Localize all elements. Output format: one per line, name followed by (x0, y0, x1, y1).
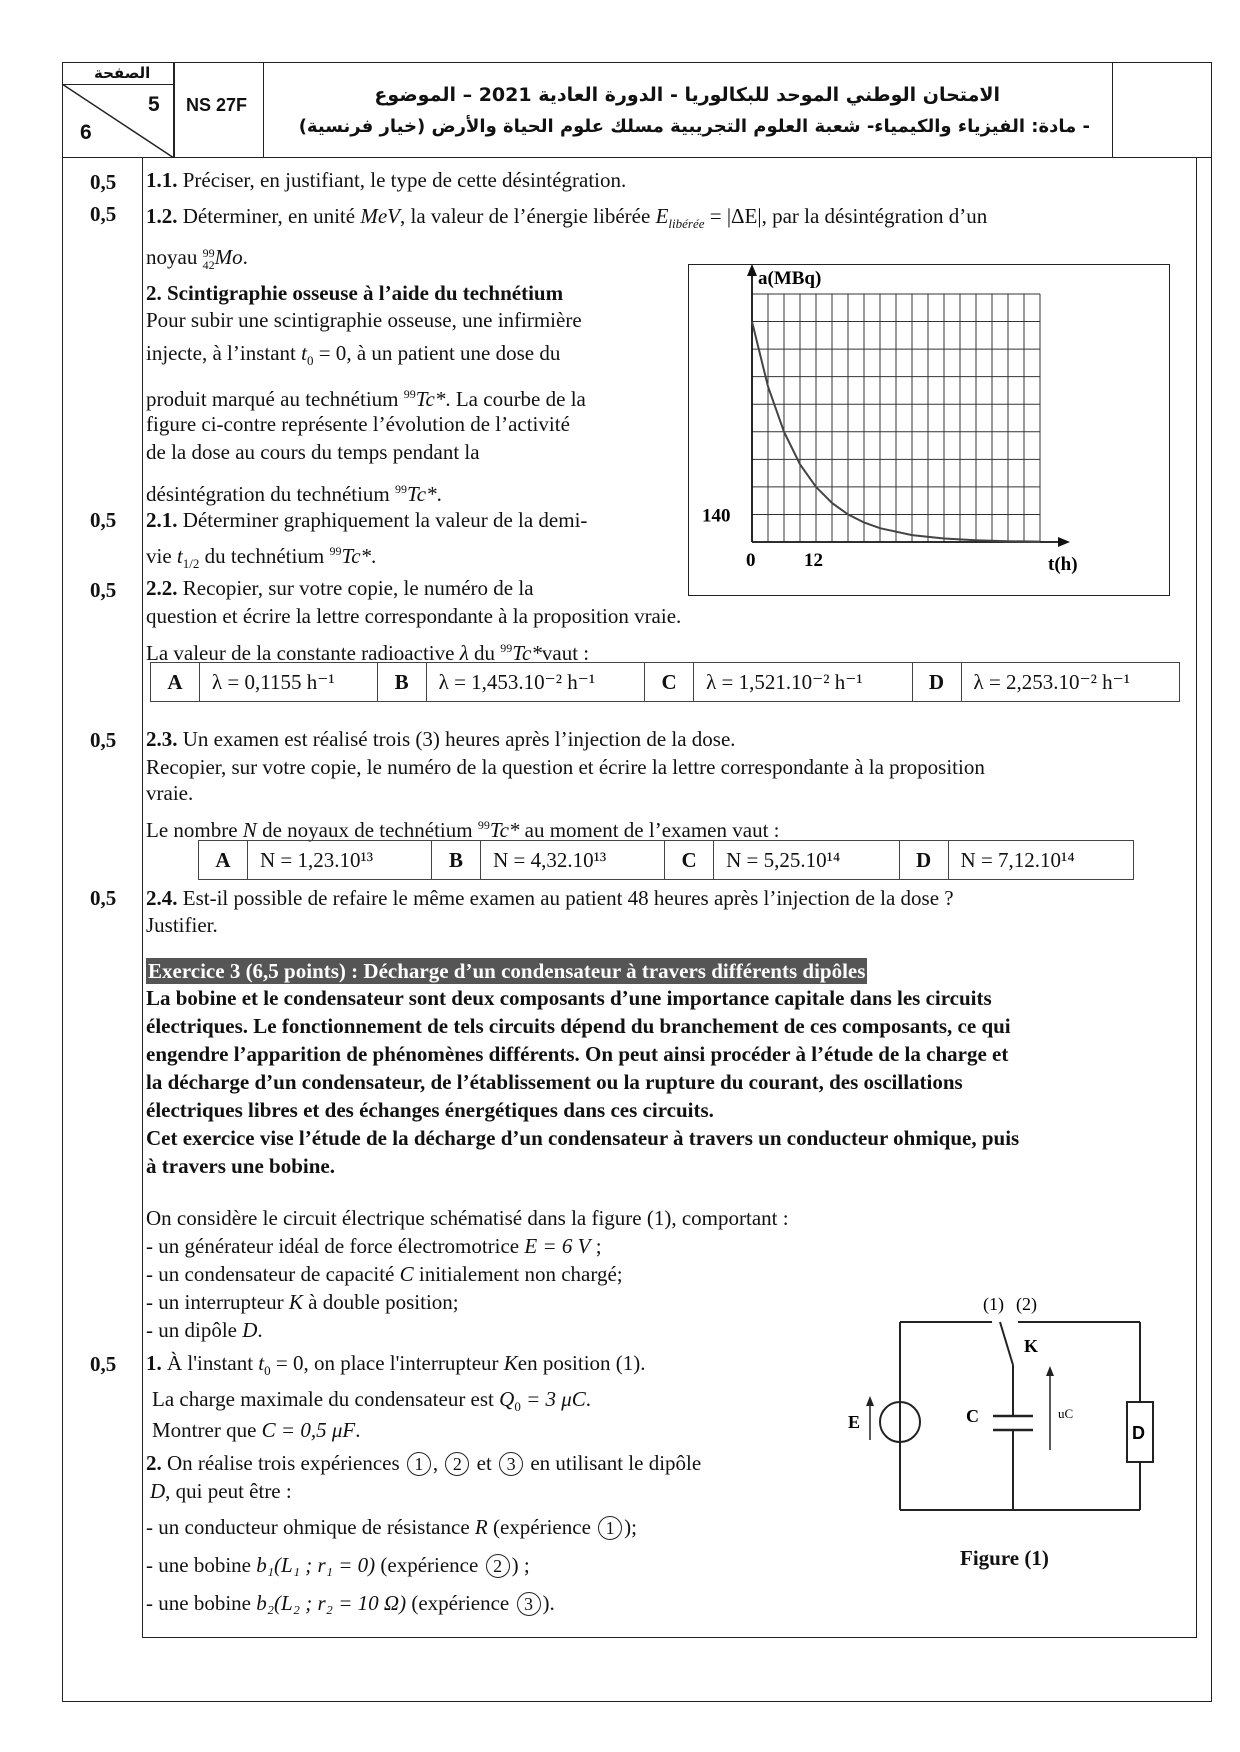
x-axis-arrow (1058, 537, 1070, 547)
ex3-c4-K: K (288, 1290, 303, 1314)
uc-arrowhead (1046, 1366, 1054, 1376)
q2-3-option-c-letter: C (665, 841, 714, 880)
ex3-intro-4: la décharge d’un condensateur, de l’établissement ou la rupture du courant, des oscillations (146, 1070, 963, 1094)
part2-p2-t: t (301, 341, 307, 365)
score-1-1: 0,5 (90, 170, 117, 194)
dipole-option-3-a: - une bobine (146, 1591, 251, 1615)
ex3-intro-3: engendre l’apparition de phénomènes différents. On peut ainsi procéder à l’étude de la charge et (146, 1042, 1009, 1066)
q1-2-text-a: Déterminer, en unité (182, 204, 356, 228)
ex3-q2-line1: 2. On réalise trois expériences 1 , 2 et 3 en utilisant le dipôle (146, 1451, 702, 1475)
x-tick-label: 12 (804, 550, 823, 571)
q2-4-line1 (146, 885, 954, 911)
capacitor-C-label: C (966, 1406, 979, 1426)
ex3-q1-eq: = 0 (270, 1351, 304, 1375)
tc-symbol-2: Tc* (407, 482, 437, 506)
q2-3-option-d-value: N = 7,12.10¹⁴ (948, 841, 1133, 880)
q2-3-option-a-letter: A (199, 841, 248, 880)
q2-2-option-b-value: λ = 1,453.10⁻² h⁻¹ (426, 663, 644, 702)
page-number: 5 (148, 93, 160, 116)
part2-p6-a: désintégration du technétium (146, 482, 390, 506)
q2-1-line2 (146, 538, 376, 577)
ex3-c3-a: - un condensateur de capacité (146, 1262, 395, 1286)
experience-1-badge: 1 (407, 1452, 431, 1476)
page-total: 6 (80, 121, 92, 144)
figure-1-caption: Figure (1) (960, 1546, 1049, 1570)
dipole-option-3-d: ). (542, 1591, 555, 1615)
ex3-c3-C: C (399, 1262, 414, 1286)
q2-2-number: 2.2. (146, 576, 178, 600)
part2-p1: Pour subir une scintigraphie osseuse, une infirmière (146, 308, 582, 332)
ex3-c4-c: à double position; (308, 1290, 459, 1314)
q2-3-option-a-value: N = 1,23.10¹³ (248, 841, 432, 880)
ex3-q1-Q-sub: 0 (514, 1399, 521, 1415)
score-2-2: 0,5 (90, 578, 117, 602)
q2-3-line2: Recopier, sur votre copie, le numéro de la question et écrire la lettre correspondante à la proposition (146, 755, 985, 779)
ex3-q1-d: La charge maximale du condensateur est (152, 1387, 494, 1411)
part2-p5: de la dose au cours du temps pendant la (146, 440, 480, 464)
q2-4-line2: Justifier. (146, 913, 218, 937)
ex3-c3 (146, 1261, 623, 1287)
q2-3-text-d: Le nombre (146, 818, 238, 842)
part2-p2-sub: 0 (306, 353, 314, 369)
switch-pos-1-label: (1) (983, 1294, 1004, 1314)
part2-p3-a: produit marqué au technétium (146, 387, 399, 411)
ex3-q1-b: , on place l'interrupteur (303, 1351, 499, 1375)
tc-mass-number-2: 99 (395, 482, 408, 496)
q1-2-energy-sub: libérée (668, 216, 705, 232)
q2-3-option-c-value: N = 5,25.10¹⁴ (714, 841, 899, 880)
dipole-option-2-c: (expérience (380, 1553, 479, 1577)
ex3-c4-a: - un interrupteur (146, 1290, 284, 1314)
q2-2-option-b-letter: B (377, 663, 426, 702)
q2-3-number: 2.3. (146, 727, 178, 751)
q2-2-line2: question et écrire la lettre correspondante à la proposition vraie. (146, 604, 682, 628)
exam-code: NS 27F (186, 95, 248, 115)
q2-2-text-a: Recopier, sur votre copie, le numéro de la (182, 576, 534, 600)
ex3-q1-a: À l'instant (167, 1351, 254, 1375)
part2-p6-b: . (436, 482, 442, 506)
experience-3-badge-2: 3 (517, 1592, 541, 1616)
q2-3-options-table (198, 840, 1134, 880)
ex3-c5-D: D (242, 1318, 258, 1342)
ex3-c5 (146, 1317, 263, 1343)
score-column-divider (142, 158, 143, 1638)
tc-mass-number-3: 99 (329, 544, 342, 558)
ex3-q1-e: . (585, 1387, 592, 1411)
x-tick-label: 0 (746, 550, 756, 571)
score-2-4: 0,5 (90, 886, 117, 910)
ex3-q1-f: Montrer que (152, 1418, 257, 1442)
header-title-line1: الامتحان الوطني الموحد للبكالوريا - الدورة العادية 2021 – الموضوع (374, 84, 1000, 106)
y-axis-label: a(MBq) (758, 268, 822, 289)
ex3-q2-number: 2. (146, 1451, 162, 1475)
ex3-q2-c: , qui peut être : (165, 1479, 292, 1503)
ex3-q1-line3 (152, 1417, 360, 1443)
ex3-q1-Q: Q (499, 1387, 515, 1411)
switch-K-label: K (1024, 1336, 1039, 1356)
tc-mass-number-4: 99 (500, 641, 513, 655)
switch-pos-2-label: (2) (1016, 1294, 1037, 1314)
dipole-option-2-coil: b₁(L₁ ; r₁ = 0) (256, 1553, 376, 1577)
part2-p4: figure ci-contre représente l’évolution de l’activité (146, 412, 570, 436)
generator-E-label: E (848, 1412, 861, 1432)
part2-p2-eq: = 0 (313, 341, 347, 365)
ex3-q1-c: en position (1). (517, 1351, 646, 1375)
experience-2-badge-2: 2 (486, 1554, 510, 1578)
score-2-1: 0,5 (90, 508, 117, 532)
q2-1-text-d: . (371, 544, 377, 568)
ex3-c3-c: initialement non chargé; (418, 1262, 623, 1286)
q1-2-unit: MeV (360, 204, 400, 228)
part2-p2-b: , à un patient une dose du (346, 341, 561, 365)
dipole-option-2 (146, 1552, 530, 1578)
q2-4-text-a: Est-il possible de refaire le même examen au patient 48 heures après l’injection de la dose ? (182, 886, 954, 910)
q1-2-line2 (146, 244, 248, 271)
q2-2-line1 (146, 575, 534, 601)
dipole-option-1-a: - un conducteur ohmique de résistance (146, 1515, 470, 1539)
part2-p2 (146, 340, 560, 374)
ex3-c1: On considère le circuit électrique schématisé dans la figure (1), comportant : (146, 1206, 789, 1230)
ex3-c4 (146, 1289, 459, 1315)
ex3-q2-a: On réalise trois expériences (167, 1451, 400, 1475)
q2-1-t: t (176, 544, 183, 568)
content-bottom-border (142, 1637, 1197, 1638)
dipole-option-1-b: (expérience (492, 1515, 591, 1539)
q2-3-line1 (146, 726, 736, 752)
ex3-q1-g: C = 0,5 μF (261, 1418, 356, 1442)
q1-1-text: Préciser, en justifiant, le type de cette désintégration. (182, 168, 627, 192)
mo-symbol: Mo (214, 245, 243, 269)
q2-2-option-a-value: λ = 0,1155 h⁻¹ (200, 663, 378, 702)
ex3-c2-c: ; (595, 1234, 602, 1258)
page-label: الصفحة (94, 64, 151, 82)
q2-1-text-a: Déterminer graphiquement la valeur de la demi- (182, 508, 588, 532)
circuit-figure-1 (840, 1290, 1160, 1530)
q1-2-text-c: , par la désintégration d’un (761, 204, 988, 228)
tc-mass-number-5: 99 (477, 818, 490, 832)
ex3-c5-a: - un dipôle (146, 1318, 237, 1342)
exercise-3-title: Exercice 3 (6,5 points) : Décharge d’un condensateur à travers différents dipôles (148, 959, 866, 983)
q2-4-number: 2.4. (146, 886, 178, 910)
ex3-intro-5: électriques libres et des échanges énergétiques dans ces circuits. (146, 1098, 714, 1122)
q2-2-option-c-value: λ = 1,521.10⁻² h⁻¹ (694, 663, 912, 702)
q2-3-option-b-letter: B (432, 841, 481, 880)
q2-2-lambda: λ (459, 641, 469, 665)
q1-2 (146, 203, 987, 237)
q2-1-text-c: du technétium (204, 544, 325, 568)
ex3-c2 (146, 1233, 602, 1259)
q2-1-sub: 1/2 (182, 556, 200, 572)
q1-2-text-b: , la valeur de l’énergie libérée (400, 204, 651, 228)
experience-3-badge: 3 (499, 1452, 523, 1476)
ex3-q2-b: en utilisant le dipôle (530, 1451, 702, 1475)
ex3-intro-6: Cet exercice vise l’étude de la décharge d’un condensateur à travers un conducteur ohmique, puis (146, 1126, 1020, 1150)
score-2-3: 0,5 (90, 728, 117, 752)
activity-chart (688, 264, 1170, 596)
q2-3-N: N (242, 818, 257, 842)
tc-symbol-3: Tc* (341, 544, 372, 568)
dipole-option-1-c: ); (624, 1515, 637, 1539)
experience-1-badge-2: 1 (598, 1516, 622, 1540)
ex3-c2-a: - un générateur idéal de force électromotrice (146, 1234, 520, 1258)
q2-3-line3: vraie. (146, 781, 194, 805)
q2-1-text-b: vie (146, 544, 172, 568)
ex3-intro-7: à travers une bobine. (146, 1154, 335, 1178)
ex3-q2-et: et (476, 1451, 492, 1475)
q1-2-noyau: noyau (146, 245, 198, 269)
dipole-option-2-d: ) ; (511, 1553, 530, 1577)
ex3-c2-emf: E = 6 V (524, 1234, 591, 1258)
q2-3-text-a: Un examen est réalisé trois (3) heures après l’injection de la dose. (182, 727, 736, 751)
tc-mass-number: 99 (403, 387, 416, 401)
page-label-divider (62, 84, 174, 85)
part2-p6 (146, 476, 442, 507)
q1-1-number: 1.1. (146, 168, 178, 192)
q2-3-text-e: de noyaux de technétium (262, 818, 473, 842)
ex3-intro-2: électriques. Le fonctionnement de tels circuits dépend du branchement de ces composants, ce qui (146, 1014, 1011, 1038)
q2-2-text-d: du (474, 641, 496, 665)
part2-p2-a: injecte, à l’instant (146, 341, 296, 365)
section-2-title: 2. Scintigraphie osseuse à l’aide du technétium (146, 281, 564, 305)
q2-3-text-f: au moment de l’examen vaut : (524, 818, 780, 842)
q2-1-line1 (146, 507, 587, 533)
ex3-q1-line1 (146, 1350, 646, 1384)
ex3-q1-h: . (355, 1418, 361, 1442)
mo-atomic-number: 42 (202, 258, 215, 273)
mo-dot: . (242, 245, 248, 269)
q2-2-options-table (150, 662, 1180, 702)
q2-3-line4 (146, 812, 780, 843)
q2-3-option-d-letter: D (899, 841, 948, 880)
ex3-q1-K: K (503, 1351, 518, 1375)
ex3-c5-c: . (257, 1318, 263, 1342)
q1-2-energy-symbol: E (655, 204, 669, 228)
experience-2-badge: 2 (445, 1452, 469, 1476)
q2-2-option-d-letter: D (912, 663, 961, 702)
q1-2-energy-eq: = |ΔE| (704, 204, 762, 228)
q1-1 (146, 167, 626, 193)
q1-2-number: 1.2. (146, 204, 178, 228)
ex3-q1-Q-eq: = 3 μC (520, 1387, 586, 1411)
q2-2-option-c-letter: C (645, 663, 694, 702)
q2-3-option-b-value: N = 4,32.10¹³ (481, 841, 665, 880)
score-ex3-1: 0,5 (90, 1352, 117, 1376)
x-axis-label: t(h) (1048, 554, 1078, 575)
header-right-box (1112, 62, 1212, 158)
y-tick-label: 140 (702, 505, 731, 527)
dipole-D-label: D (1132, 1423, 1145, 1443)
q2-2-text-e: vaut : (541, 641, 590, 665)
voltage-uC-label: uC (1058, 1406, 1074, 1421)
ex3-q2-D: D (150, 1479, 166, 1503)
dipole-option-3 (146, 1590, 555, 1616)
ex3-intro-1: La bobine et le condensateur sont deux composants d’une importance capitale dans les circuits (146, 986, 992, 1010)
part2-p3 (146, 381, 586, 412)
tc-symbol-5: Tc* (489, 818, 520, 842)
switch-blade (1000, 1322, 1013, 1365)
dipole-option-3-c: (expérience (411, 1591, 510, 1615)
dipole-option-1-R: R (474, 1515, 488, 1539)
mo-mass-number: 99 (202, 246, 215, 261)
score-1-2: 0,5 (90, 202, 117, 226)
q2-1-number: 2.1. (146, 508, 178, 532)
tc-symbol-4: Tc* (512, 641, 542, 665)
dipole-option-1 (146, 1514, 637, 1540)
tc-symbol: Tc* (415, 387, 446, 411)
emf-arrowhead (866, 1396, 874, 1406)
content-right-border (1196, 158, 1197, 1638)
ex3-q1-sub: 0 (264, 1363, 271, 1379)
y-axis-arrow (747, 264, 757, 276)
header-title-line2: - مادة: الفيزياء والكيمياء- شعبة العلوم التجريبية مسلك علوم الحياة والأرض (خيار فرنسية) (298, 116, 1090, 137)
part2-p3-b: . La courbe de la (445, 387, 586, 411)
q2-2-text-c: La valeur de la constante radioactive (146, 641, 455, 665)
dipole-option-3-coil: b₂(L₂ ; r₂ = 10 Ω) (256, 1591, 407, 1615)
ex3-q1-line2 (152, 1386, 591, 1420)
ex3-q1-t: t (258, 1351, 265, 1375)
q2-2-option-a-letter: A (151, 663, 200, 702)
q2-2-option-d-value: λ = 2,253.10⁻² h⁻¹ (961, 663, 1179, 702)
dipole-option-2-a: - une bobine (146, 1553, 251, 1577)
ex3-q2-line2 (150, 1478, 292, 1504)
ex3-q1-number: 1. (146, 1351, 162, 1375)
